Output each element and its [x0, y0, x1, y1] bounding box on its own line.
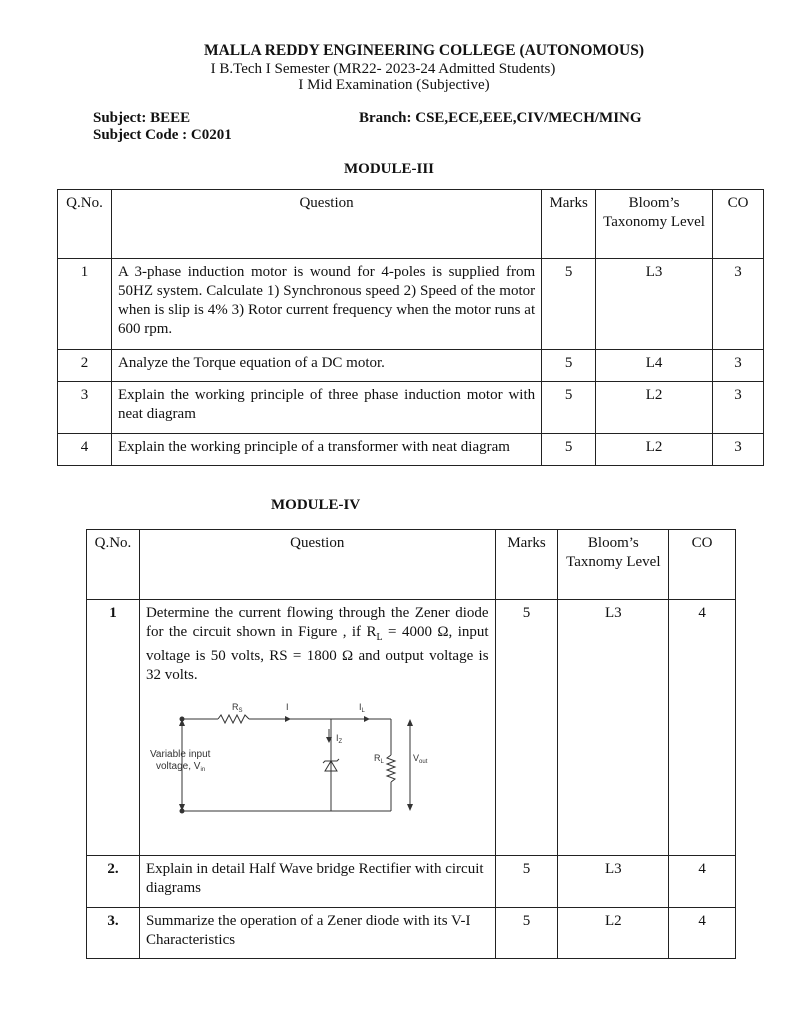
table-header-row: [58, 190, 764, 259]
question: [139, 600, 495, 856]
question: Explain in detail Half Wave bridge Rectifier with circuit diagrams: [139, 856, 495, 908]
module4-table: [86, 529, 736, 959]
level: L3: [558, 856, 669, 908]
header-question: Question: [111, 190, 541, 259]
semester-line: I B.Tech I Semester (MR22- 2023-24 Admitted Students): [210, 61, 556, 77]
question-sub: L: [376, 632, 383, 643]
module3-table: [57, 189, 764, 466]
module4-title: MODULE-IV: [271, 497, 361, 513]
marks: 5: [495, 856, 558, 908]
question: Explain the working principle of a transformer with neat diagram: [111, 434, 541, 466]
header-bloom: Bloom’s Taxnomy Level: [558, 530, 669, 600]
level: L2: [596, 382, 713, 434]
question-text-a: Determine the current flowing through the Zener diode for the circuit shown in Figure , if R: [145, 605, 489, 640]
header-bloom: Bloom’s Taxonomy Level: [596, 190, 713, 259]
co: 3: [713, 434, 764, 466]
co: 4: [669, 856, 736, 908]
marks: 5: [542, 350, 596, 382]
qno: 4: [58, 434, 112, 466]
iz-label: $I_Z$: [335, 733, 343, 745]
co: 3: [713, 259, 764, 350]
il-label: $I_L$: [358, 702, 365, 714]
question: A 3-phase induction motor is wound for 4-poles is supplied from 50HZ system. Calculate 1) Synchronous speed 2) Speed of the motor when is slip is 4% 3) Rotor current frequency when the motor runs at 600 rpm.: [111, 259, 541, 350]
qno: 3.: [87, 908, 140, 959]
table-row: [58, 259, 764, 350]
header-marks: Marks: [495, 530, 558, 600]
input-label-line1: Variable input: [149, 749, 211, 760]
table-row: [58, 434, 764, 466]
marks: 5: [495, 600, 558, 856]
table-row: [58, 382, 764, 434]
input-label-line2: voltage, $V_{in}$: [155, 761, 206, 773]
college-name: MALLA REDDY ENGINEERING COLLEGE (AUTONOMOUS): [203, 42, 645, 59]
vout-label: $V_{out}$: [412, 753, 428, 765]
zener-circuit-figure: [146, 699, 489, 825]
qno: 3: [58, 382, 112, 434]
level: L3: [596, 259, 713, 350]
table-row: [58, 350, 764, 382]
co: 3: [713, 382, 764, 434]
subject-code: Subject Code : C0201: [93, 127, 232, 143]
qno: 2.: [87, 856, 140, 908]
module3-title: MODULE-III: [344, 161, 435, 177]
marks: 5: [542, 382, 596, 434]
table-row: [87, 600, 736, 856]
i-label: I: [285, 702, 289, 712]
co: 3: [713, 350, 764, 382]
qno: 2: [58, 350, 112, 382]
level: L3: [558, 600, 669, 856]
table-header-row: [87, 530, 736, 600]
question: Analyze the Torque equation of a DC motor.: [111, 350, 541, 382]
branch: Branch: CSE,ECE,EEE,CIV/MECH/MING: [359, 110, 642, 126]
level: L2: [558, 908, 669, 959]
marks: 5: [542, 259, 596, 350]
circuit-diagram: [146, 699, 426, 819]
header-marks: Marks: [542, 190, 596, 259]
co: 4: [669, 908, 736, 959]
table-row: [87, 856, 736, 908]
table-row: [87, 908, 736, 959]
question: Summarize the operation of a Zener diode with its V-I Characteristics: [139, 908, 495, 959]
header-qno: Q.No.: [87, 530, 140, 600]
question: Explain the working principle of three phase induction motor with neat diagram: [111, 382, 541, 434]
header-co: CO: [669, 530, 736, 600]
level: L2: [596, 434, 713, 466]
header-qno: Q.No.: [58, 190, 112, 259]
qno: 1: [58, 259, 112, 350]
question-text-b: = 4000 Ω, input voltage is 50 volts, RS = 1800 Ω and output voltage is 32 volts.: [145, 624, 489, 683]
rl-label: $R_L$: [373, 753, 384, 765]
subject: Subject: BEEE: [93, 110, 191, 126]
marks: 5: [542, 434, 596, 466]
qno: 1: [87, 600, 140, 856]
header-question: Question: [139, 530, 495, 600]
header-co: CO: [713, 190, 764, 259]
co: 4: [669, 600, 736, 856]
rs-label: $R_S$: [231, 702, 243, 714]
marks: 5: [495, 908, 558, 959]
level: L4: [596, 350, 713, 382]
exam-line: I Mid Examination (Subjective): [298, 77, 490, 93]
